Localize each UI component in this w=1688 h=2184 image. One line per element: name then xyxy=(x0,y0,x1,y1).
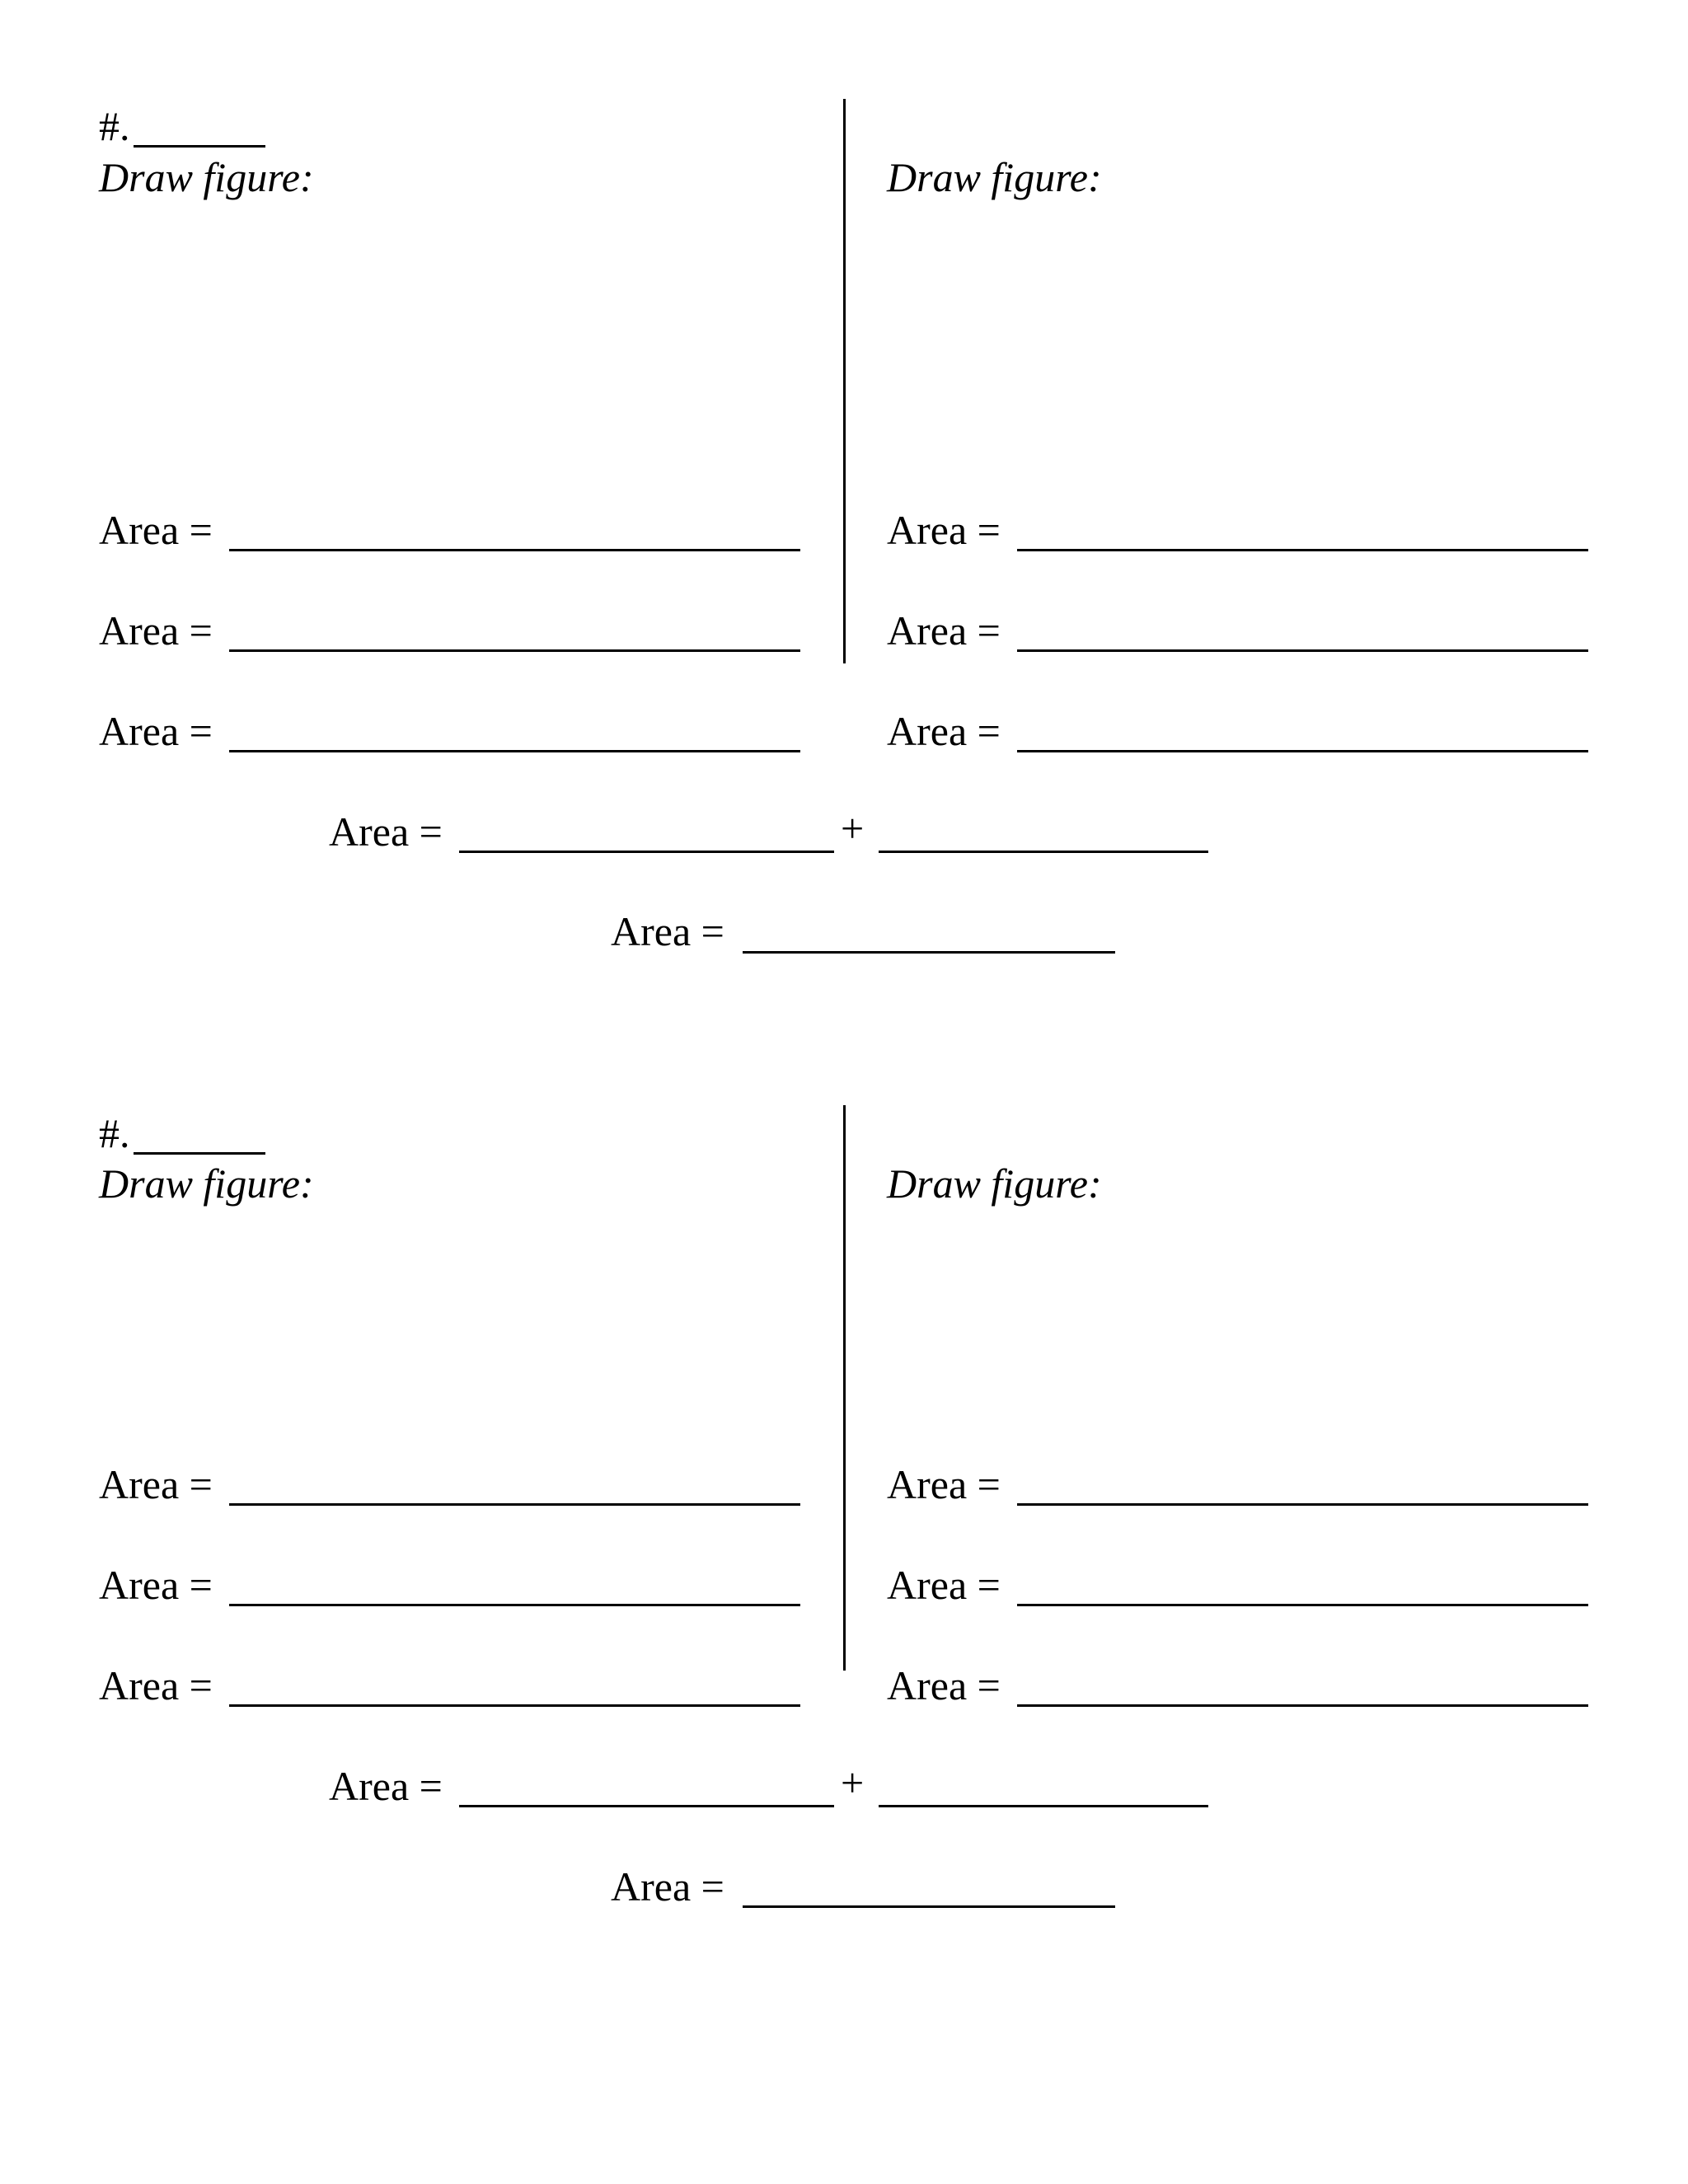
sum-area-label: Area = xyxy=(329,808,443,855)
sum-area-label: Area = xyxy=(329,1763,443,1809)
right-area-blank-1[interactable] xyxy=(1017,1503,1588,1506)
right-area-blank-2[interactable] xyxy=(1017,649,1588,652)
sum-area-blank-right[interactable] xyxy=(879,851,1208,853)
right-area-label-3: Area = xyxy=(887,708,1001,754)
left-area-blank-3[interactable] xyxy=(229,1704,800,1707)
right-area-label-1: Area = xyxy=(887,507,1001,553)
problem-number-label: #. xyxy=(99,103,130,149)
left-area-label-3: Area = xyxy=(99,1662,213,1708)
problem-number-blank[interactable] xyxy=(134,145,265,148)
left-area-blank-2[interactable] xyxy=(229,649,800,652)
sum-area-blank-right[interactable] xyxy=(879,1805,1208,1807)
right-draw-figure-label: Draw figure: xyxy=(887,154,1102,200)
left-area-label-1: Area = xyxy=(99,1461,213,1507)
left-area-label-2: Area = xyxy=(99,607,213,654)
column-divider xyxy=(843,1105,846,1671)
left-area-blank-1[interactable] xyxy=(229,549,800,551)
total-area-label: Area = xyxy=(611,908,724,954)
right-area-label-2: Area = xyxy=(887,607,1001,654)
right-area-blank-3[interactable] xyxy=(1017,1704,1588,1707)
right-draw-figure-label: Draw figure: xyxy=(887,1160,1102,1207)
plus-sign: + xyxy=(841,805,865,851)
right-area-blank-1[interactable] xyxy=(1017,549,1588,551)
problem-number-blank[interactable] xyxy=(134,1152,265,1155)
total-area-blank[interactable] xyxy=(743,1905,1115,1908)
total-area-label: Area = xyxy=(611,1863,724,1910)
left-draw-figure-label: Draw figure: xyxy=(99,154,314,200)
right-area-label-1: Area = xyxy=(887,1461,1001,1507)
left-area-blank-3[interactable] xyxy=(229,750,800,752)
sum-area-blank-left[interactable] xyxy=(459,1805,834,1807)
left-area-blank-1[interactable] xyxy=(229,1503,800,1506)
problem-number-label: #. xyxy=(99,1110,130,1156)
right-area-blank-2[interactable] xyxy=(1017,1604,1588,1606)
left-area-label-2: Area = xyxy=(99,1562,213,1608)
left-draw-figure-label: Draw figure: xyxy=(99,1160,314,1207)
sum-area-blank-left[interactable] xyxy=(459,851,834,853)
right-area-label-3: Area = xyxy=(887,1662,1001,1708)
right-area-label-2: Area = xyxy=(887,1562,1001,1608)
column-divider xyxy=(843,99,846,663)
left-area-label-3: Area = xyxy=(99,708,213,754)
right-area-blank-3[interactable] xyxy=(1017,750,1588,752)
plus-sign: + xyxy=(841,1760,865,1806)
total-area-blank[interactable] xyxy=(743,951,1115,954)
left-area-blank-2[interactable] xyxy=(229,1604,800,1606)
left-area-label-1: Area = xyxy=(99,507,213,553)
